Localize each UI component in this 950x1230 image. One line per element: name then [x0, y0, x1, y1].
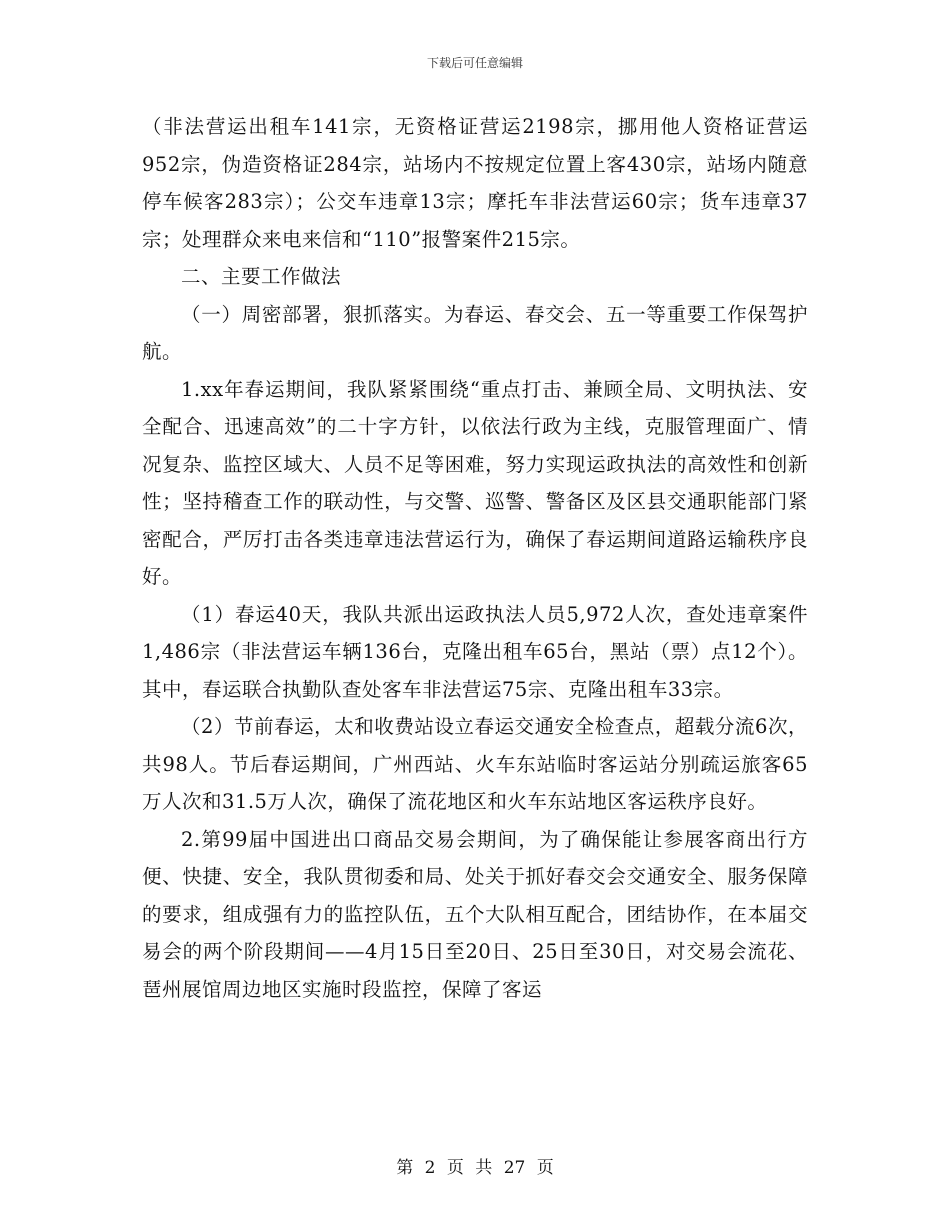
body-text	[142, 108, 808, 1008]
page-footer: 第 2 页 共 27 页	[396, 1158, 554, 1178]
paragraph-canton-fair: 2.第99届中国进出口商品交易会期间，为了确保能让参展客商出行方便、快捷、安全，我队贯彻委和局、处关于抓好春交会交通安全、服务保障的要求，组成强有力的监控队伍，五个大队相互配合，团结协作，在本届交易会的两个阶段期间——4月15日至20日、25日至30日，对交易会流花、琶州展馆周边地区实施时段监控，保障了客运	[142, 827, 808, 1001]
page-header: 下载后可任意编辑	[426, 56, 523, 70]
section-heading: 二、主要工作做法	[181, 265, 342, 288]
paragraph-spring-transport: 1.xx年春运期间，我队紧紧围绕“重点打击、兼顾全局、文明执法、安全配合、迅速高效”的二十字方针，以依法行政为主线，克服管理面广、情况复杂、监控区域大、人员不足等困难，努力实现运政执法的高效性和创新性；坚持稽查工作的联动性，与交警、巡警、警备区及区县交通职能部门紧密配合，严厉打击各类违章违法营运行为，确保了春运期间道路运输秩序良好。	[142, 377, 808, 588]
paragraph-item-2: （2）节前春运，太和收费站设立春运交通安全检查点，超载分流6次，共98人。节后春运期间，广州西站、火车东站临时客运站分别疏运旅客65万人次和31.5万人次，确保了流花地区和火车东站地区客运秩序良好。	[142, 715, 808, 813]
subsection-heading: （一）周密部署，狠抓落实。为春运、春交会、五一等重要工作保驾护航。	[142, 302, 808, 363]
paragraph-stats-continued: （非法营运出租车141宗，无资格证营运2198宗，挪用他人资格证营运952宗，伪造资格证284宗，站场内不按规定位置上客430宗，站场内随意停车候客283宗）；公交车违章13宗；摩托车非法营运60宗；货车违章37宗；处理群众来电来信和“110”报警案件215宗。	[142, 115, 808, 251]
paragraph-item-1: （1）春运40天，我队共派出运政执法人员5,972人次，查处违章案件1,486宗（非法营运车辆136台，克隆出租车65台，黑站（票）点12个）。其中，春运联合执勤队查处客车非法营运75宗、克隆出租车33宗。	[142, 602, 808, 701]
